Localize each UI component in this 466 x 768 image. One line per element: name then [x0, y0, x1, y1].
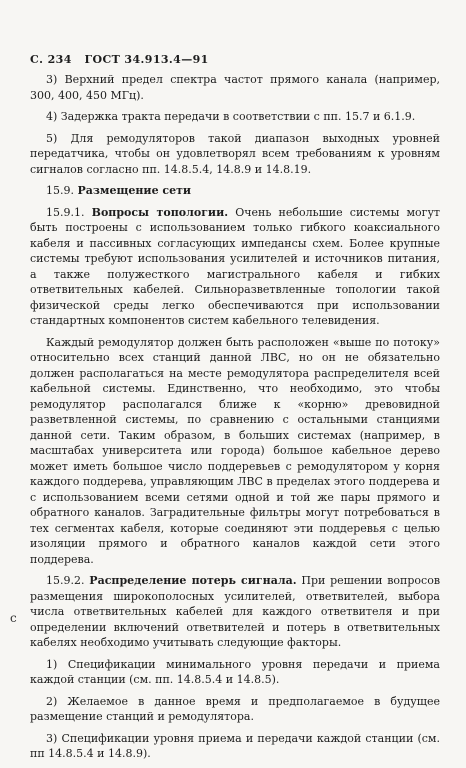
section-title: Размещение сети — [77, 184, 192, 197]
paragraph-signal-loss — [30, 573, 440, 651]
document-body — [30, 72, 440, 768]
paragraph-remodulator: Каждый ремодулятор должен быть расположен «выше по потоку» относительно всех станций данной ЛВС, но он не обязательно должен располагаться на месте ремодулятора распределителя всей кабельной системы. Единственно, что необходимо, это чтобы ремодулятор располагался ближе к «корню» древовидной разветвленной системы, по сравнению с остальными станциями данной сети. Таким образом, в больших системах (например, в масштабах университета или города) большое кабельное дерево может иметь большое число поддеревьев с ремодулятором у корня каждого поддерева, управляющим ЛВС в пределах этого поддерева и с использованием всеми сетями одной и той же пары прямого и обратного каналов. Заградительные фильтры могут потребоваться в тех сегментах кабеля, которые соединяют эти поддеревья с целью изоляции прямого и обратного каналов каждой сети этого поддерева. — [30, 335, 440, 566]
clause-title: Распределение потерь сигнала. — [89, 574, 297, 587]
list-item: 4) Задержка тракта передачи в соответствии с пп. 15.7 и 6.1.9. — [46, 110, 416, 123]
clause-text: Очень небольшие системы могут быть построены с использованием только гибкого коаксиального кабеля и пассивных согласующих импедансы схем. Более крупные системы требуют использования усилителей и источников питания, а также полужесткого магистрального кабеля и гибких ответвительных кабелей. Сильноразветвленные топологии такой физической среды легко обеспечиваются при использовании стандартных компонентов систем кабельного телевидения. — [30, 205, 441, 327]
list-item: 1) Спецификации минимального уровня передачи и приема каждой станции (см. пп. 14.8.5.4 и 14.8.5). — [30, 657, 440, 686]
section-heading — [30, 183, 440, 199]
section-number: 15.9. — [46, 184, 74, 197]
running-header — [30, 53, 209, 66]
list-item: 5) Для ремодуляторов такой диапазон выходных уровней передатчика, чтобы он удовлетворял всем требованиям к уровням сигналов согласно пп. 14.8.5.4, 14.8.9 и 14.8.19. — [30, 131, 440, 176]
list-item: 3) Спецификации уровня приема и передачи каждой станции (см. пп 14.8.5.4 и 14.8.9). — [30, 731, 440, 760]
list-item: 2) Желаемое в данное время и предполагаемое в будущее размещение станций и ремодулятора. — [30, 694, 440, 723]
standard-code: ГОСТ 34.913.4—91 — [84, 53, 209, 66]
clause-title: Вопросы топологии. — [91, 205, 229, 219]
clause-number: 15.9.2. — [46, 574, 85, 587]
list-item: 3) Верхний предел спектра частот прямого канала (например, 300, 400, 450 МГц). — [30, 73, 440, 102]
margin-mark: с — [10, 611, 17, 625]
page-number: С. 234 — [30, 53, 72, 66]
clause-number: 15.9.1. — [46, 205, 85, 219]
clause-text: При решении вопросов размещения широкополосных усилителей, ответвителей, выбора числа ответвительных кабелей для каждого ответвителя и при определении включений ответвителей и потерь в ответвительных кабелях необходимо учитывать следующие факторы. — [30, 574, 441, 649]
paragraph-topology — [30, 205, 440, 329]
